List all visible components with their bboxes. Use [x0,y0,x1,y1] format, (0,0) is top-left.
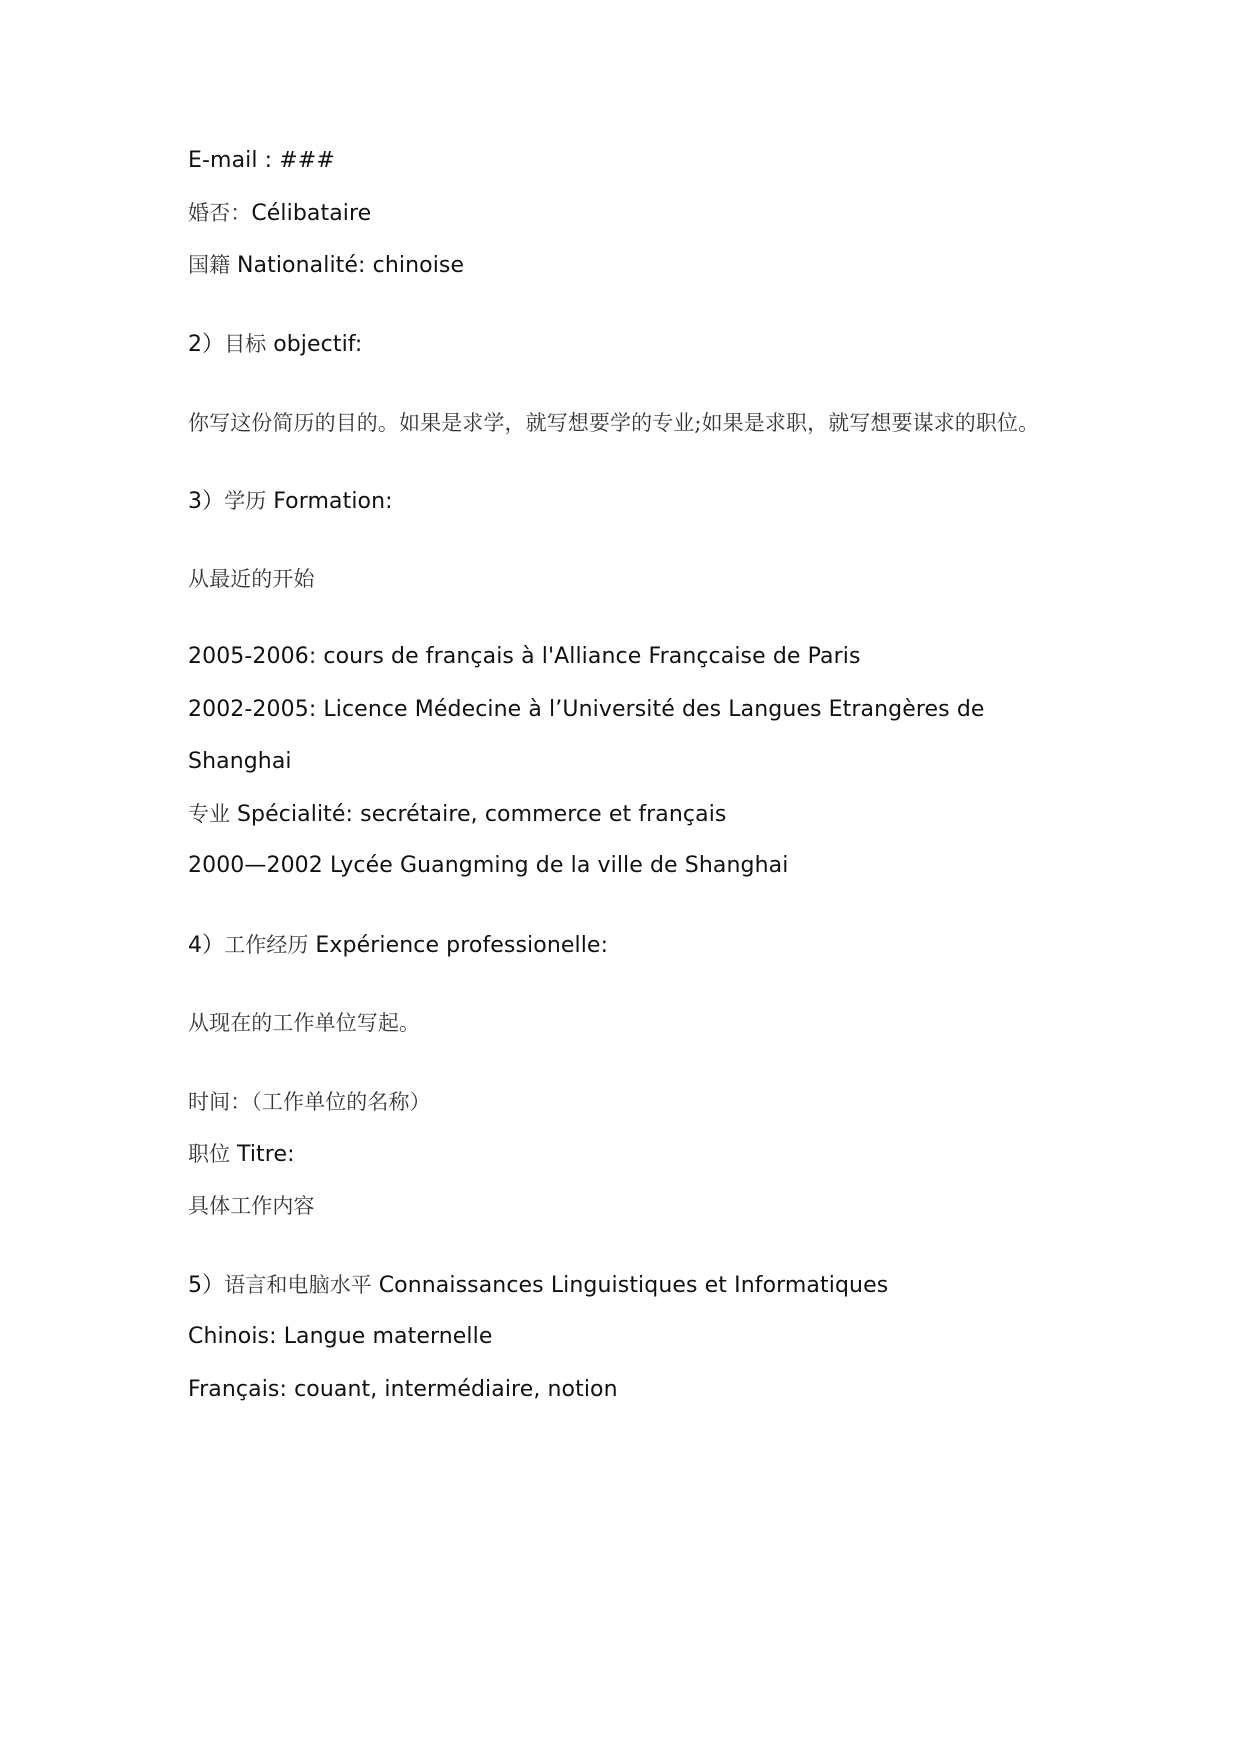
education-entry-licence-continued: Shanghai [188,749,292,774]
nationality-value: Nationalité: chinoise [236,253,465,278]
specialty-value: Spécialité: secrétaire, commerce et français [236,802,727,827]
job-details: 具体工作内容 [188,1194,315,1218]
experience-heading [188,930,608,961]
experience-time-line: 时间：（工作单位的名称） [188,1090,431,1114]
objective-heading-cn: 目标 [224,332,274,356]
marital-value: Célibataire [251,201,372,226]
languages-heading [188,1270,888,1301]
education-entry-lycee: 2000—2002 Lycée Guangming de la ville de Shanghai [188,853,789,878]
job-title-line [188,1139,295,1170]
education-entry-alliance: 2005-2006: cours de français à l'Alliance Françcaise de Paris [188,644,861,669]
marital-status-line [188,198,371,229]
experience-heading-number: 4） [188,933,225,958]
education-heading-fr: Formation: [273,489,393,514]
nationality-line [188,250,464,281]
education-entry-licence: 2002-2005: Licence Médecine à l’Université des Langues Etrangères de [188,697,985,722]
languages-heading-fr: Connaissances Linguistiques et Informatiques [378,1273,889,1298]
education-heading [188,486,393,517]
email-line [188,146,335,176]
experience-note: 从现在的工作单位写起。 [188,1011,421,1035]
email-text: E-mail : ### [188,148,335,173]
job-title-value: Titre: [236,1142,295,1167]
languages-heading-cn: 语言和电脑水平 [224,1273,379,1297]
experience-heading-fr: Expérience professionelle: [315,933,609,958]
education-heading-cn: 学历 [224,489,274,513]
language-french: Français: couant, intermédiaire, notion [188,1377,618,1402]
objective-heading-fr: objectif: [273,332,363,357]
marital-label: 婚否： [188,201,252,225]
objective-heading [188,329,362,360]
nationality-label: 国籍 [188,253,237,277]
education-note: 从最近的开始 [188,567,315,591]
objective-heading-number: 2） [188,332,225,357]
job-title-label: 职位 [188,1142,237,1166]
languages-heading-number: 5） [188,1273,225,1298]
specialty-line [188,799,726,830]
specialty-label: 专业 [188,802,237,826]
objective-text: 你写这份简历的目的。如果是求学，就写想要学的专业;如果是求职，就写想要谋求的职位。 [188,411,1040,435]
education-heading-number: 3） [188,489,225,514]
experience-heading-cn: 工作经历 [224,933,316,957]
language-chinese: Chinois: Langue maternelle [188,1324,493,1349]
